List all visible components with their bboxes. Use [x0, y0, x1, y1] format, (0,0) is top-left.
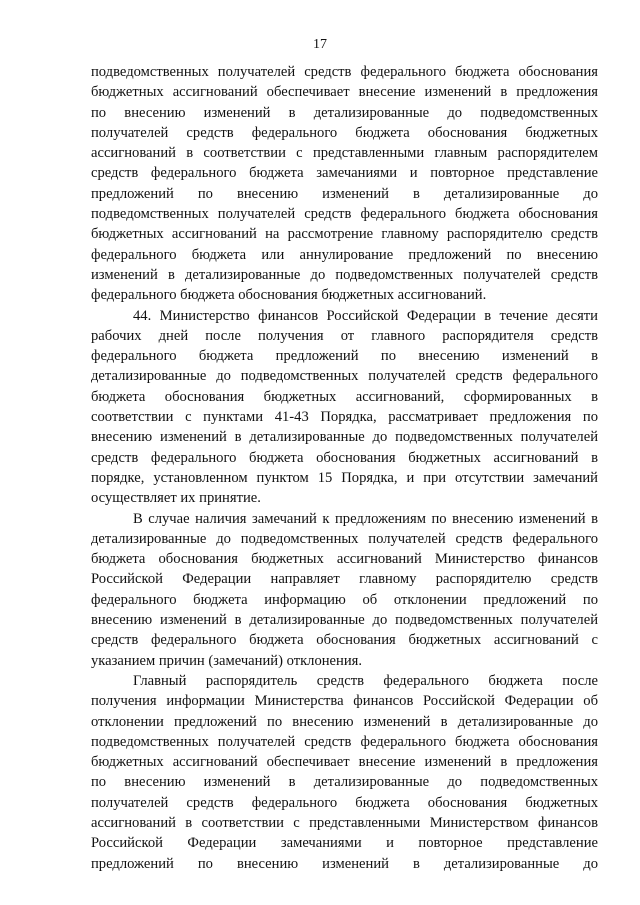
text-line: ассигнований в соответствии с представленными главным распорядителем: [91, 145, 598, 162]
text-line: предложений по внесению изменений в детализированные до: [91, 185, 598, 202]
text-line: В случае наличия замечаний к предложениям по внесению изменений в: [133, 510, 598, 527]
text-line: отклонении предложений по внесению изменений в детализированные до: [91, 713, 598, 730]
paragraph: [91, 306, 598, 509]
paragraph: [91, 62, 598, 306]
text-line: средств федерального бюджета обоснования бюджетных ассигнований с: [91, 632, 598, 649]
text-line: рабочих дней после получения от главного распорядителя средств: [91, 327, 598, 344]
text-line: федерального бюджета или аннулирование предложений по внесению: [91, 246, 598, 263]
text-line: по внесению изменений в детализированные до подведомственных: [91, 104, 598, 121]
text-line: порядке, установленном пунктом 15 Порядка, и при отсутствии замечаний: [91, 469, 598, 486]
text-line: федерального бюджета информацию об отклонении предложений по: [91, 591, 598, 608]
text-line: бюджетных ассигнований обеспечивает внесение изменений в предложения: [91, 754, 598, 771]
text-line: Главный распорядитель средств федерального бюджета после: [133, 672, 598, 689]
text-line: предложений по внесению изменений в детализированные до: [91, 855, 598, 872]
text-line: детализированные до подведомственных получателей средств федерального: [91, 530, 598, 547]
text-line: 44. Министерство финансов Российской Федерации в течение десяти: [133, 307, 598, 324]
text-line: осуществляет их принятие.: [91, 490, 261, 507]
text-line: бюджета обоснования бюджетных ассигнований Министерство финансов: [91, 551, 598, 568]
text-line: бюджетных ассигнований обеспечивает внесение изменений в предложения: [91, 84, 598, 101]
document-body: [91, 62, 598, 874]
text-line: соответствии с пунктами 41-43 Порядка, рассматривает предложения по: [91, 409, 598, 426]
text-line: указанием причин (замечаний) отклонения.: [91, 652, 363, 669]
text-line: бюджетных ассигнований на рассмотрение главному распорядителю средств: [91, 226, 598, 243]
text-line: Российской Федерации направляет главному распорядителю средств: [91, 571, 598, 588]
text-line: получателей средств федерального бюджета обоснования бюджетных: [91, 794, 598, 811]
text-line: средств федерального бюджета обоснования бюджетных ассигнований в: [91, 449, 598, 466]
text-line: внесению изменений в детализированные до подведомственных получателей: [91, 612, 598, 629]
text-line: подведомственных получателей средств федерального бюджета обоснования: [91, 206, 598, 223]
text-line: федерального бюджета обоснования бюджетных ассигнований.: [91, 287, 487, 304]
text-line: бюджета обоснования бюджетных ассигнований, сформированных в: [91, 388, 598, 405]
text-line: получателей средств федерального бюджета обоснования бюджетных: [91, 124, 598, 141]
text-line: средств федерального бюджета замечаниями и повторное представление: [91, 165, 598, 182]
text-line: детализированные до подведомственных получателей средств федерального: [91, 368, 598, 385]
page-number: 17: [313, 37, 327, 52]
text-line: изменений в детализированные до подведомственных получателей средств: [91, 266, 598, 283]
text-line: по внесению изменений в детализированные до подведомственных: [91, 774, 598, 791]
text-line: внесению изменений в детализированные до подведомственных получателей: [91, 429, 598, 446]
paragraph: [91, 509, 598, 671]
text-line: федерального бюджета предложений по внесению изменений в: [91, 348, 598, 365]
text-line: получения информации Министерства финансов Российской Федерации об: [91, 693, 598, 710]
text-line: подведомственных получателей средств федерального бюджета обоснования: [91, 733, 598, 750]
text-line: подведомственных получателей средств федерального бюджета обоснования: [91, 64, 598, 80]
paragraph: [91, 671, 598, 874]
text-line: Российской Федерации замечаниями и повторное представление: [91, 835, 598, 852]
text-line: ассигнований в соответствии с представленными Министерством финансов: [91, 814, 598, 831]
